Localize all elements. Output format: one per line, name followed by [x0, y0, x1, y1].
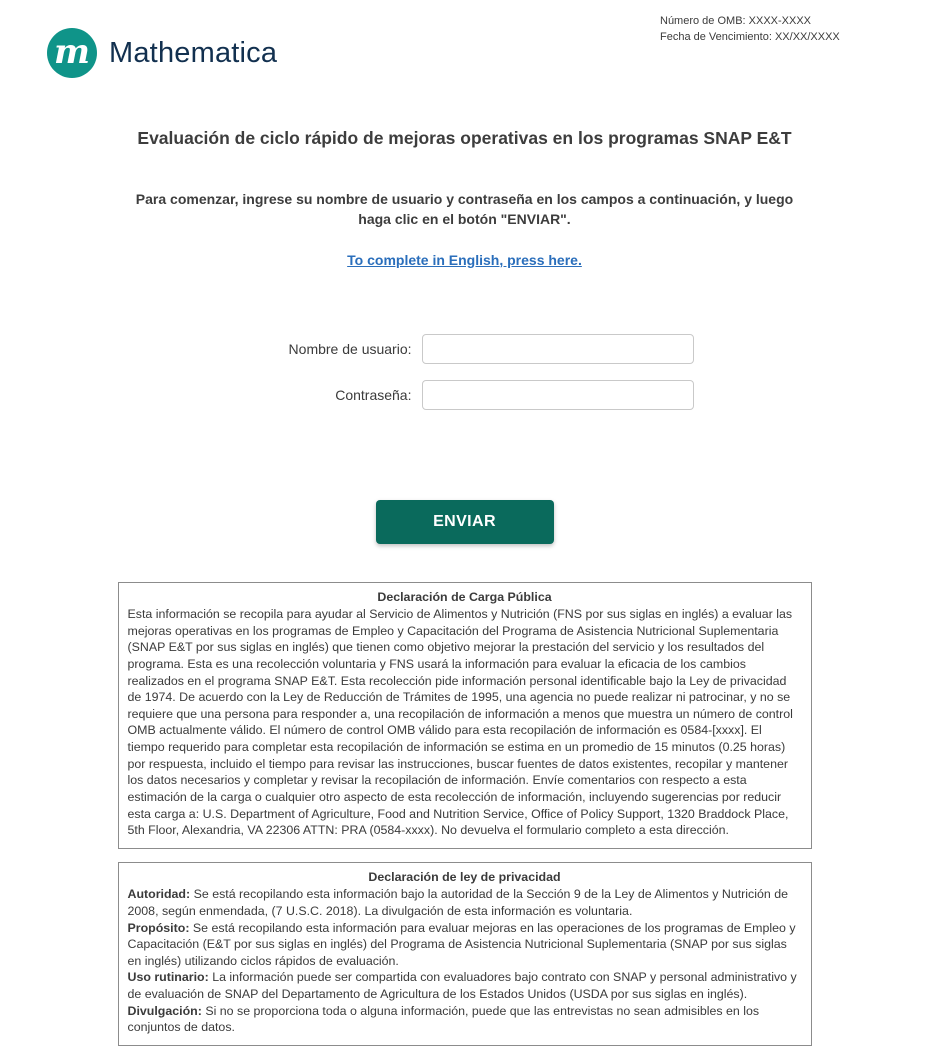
password-input[interactable]: [422, 380, 694, 410]
privacy-item-disclosure: [128, 1003, 802, 1036]
username-row: [18, 334, 929, 364]
privacy-item-routine-use: [128, 969, 802, 1002]
svg-text:m: m: [54, 32, 90, 72]
expiration-date: Fecha de Vencimiento: XX/XX/XXXX: [660, 30, 840, 43]
instructions-text: Para comenzar, ingrese su nombre de usuario y contraseña en los campos a continuación, y luego haga clic en el botón "ENVIAR".: [135, 191, 794, 228]
brand-wordmark: Mathematica: [109, 36, 278, 69]
privacy-item-label: Divulgación:: [127, 1003, 202, 1018]
password-label: Contraseña:: [335, 386, 412, 403]
username-label: Nombre de usuario:: [288, 340, 412, 357]
privacy-item-text: Se está recopilando esta información bajo la autoridad de la Sección 9 de la Ley de Alimentos y Nutrición de 2008, según enmendada, (7 U.S.C. 2018). La divulgación de esta información es voluntaria.: [127, 887, 789, 918]
privacy-box: [118, 862, 812, 1046]
english-link-row: [0, 252, 929, 270]
public-burden-box: [118, 582, 812, 849]
public-burden-body: Esta información se recopila para ayudar al Servicio de Alimentos y Nutrición (FNS por sus siglas en inglés) a evaluar las mejoras operativas en los programas de Empleo y Capacitación del Programa de Asistencia Nutricional Suplementaria (SNAP E&T por sus siglas en inglés) que tienen como objetivo mejorar la prestación del servicio y los resultados del programa. Esta es una recolección voluntaria y FNS usará la información para evaluar la eficacia de los cambios realizados en el programa SNAP E&T. Esta recolección pide información personal identificable bajo la Ley de privacidad de 1974. De acuerdo con la Ley de Reducción de Trámites de 1995, una agencia no puede realizar ni patrocinar, y no se requiere que una persona para responder a, una recopilación de información a menos que muestra un número de control OMB actualmente válido. El número de control OMB válido para esta recopilación de información es 0584-[xxxx]. El tiempo requerido para completar esta recopilación de información se estima en un promedio de 15 minutos (0.25 horas) por respuesta, incluido el tiempo para revisar las instrucciones, buscar fuentes de datos existentes, recopilar y mantener los datos necesarios y completar y revisar la recopilación de información. Envíe comentarios con respecto a esta estimación de la carga o cualquier otro aspecto de esta recolección de información, incluyendo sugerencias por reducir esta carga a: U.S. Department of Agriculture, Food and Nutrition Service, Office of Policy Support, 1320 Braddock Place, 5th Floor, Alexandria, VA 22306 ATTN: PRA (0584-xxxx). No devuelva el formulario completo a esta dirección.: [127, 607, 793, 838]
username-input[interactable]: [422, 334, 694, 364]
submit-button[interactable]: ENVIAR: [376, 500, 554, 544]
mathematica-logo-icon: [45, 26, 99, 80]
page-header: [0, 0, 929, 96]
privacy-item-text: La información puede ser compartida con evaluadores bajo contrato con SNAP y personal administrativo y de evaluación de SNAP del Departamento de Agricultura de los Estados Unidos (USDA por sus siglas en inglés).: [127, 970, 797, 1001]
privacy-item-label: Propósito:: [127, 920, 190, 935]
submit-row: [0, 500, 929, 544]
omb-number: Número de OMB: XXXX-XXXX: [660, 15, 811, 27]
english-link[interactable]: To complete in English, press here.: [347, 251, 582, 268]
privacy-item-label: Uso rutinario:: [127, 970, 209, 985]
privacy-item-text: Si no se proporciona toda o alguna información, puede que las entrevistas no sean admisibles en los conjuntos de datos.: [127, 1003, 760, 1035]
privacy-item-purpose: [128, 920, 802, 970]
privacy-item-text: Se está recopilando esta información para evaluar mejoras en las operaciones de los programas de Empleo y Capacitación (E&T por sus siglas en inglés) del Programa de Asistencia Nutricional Suplementaria (SNAP por sus siglas en inglés) utilizando ciclos rápidos de evaluación.: [127, 920, 796, 968]
privacy-item-label: Autoridad:: [127, 887, 191, 902]
privacy-title: Declaración de ley de privacidad: [368, 869, 561, 884]
password-row: [18, 380, 929, 410]
brand-block: [45, 26, 277, 80]
privacy-item-authority: [128, 886, 802, 919]
omb-block: [660, 14, 840, 46]
login-form: [18, 334, 929, 410]
public-burden-title: Declaración de Carga Pública: [377, 589, 552, 604]
page-title: Evaluación de ciclo rápido de mejoras operativas en los programas SNAP E&T: [137, 128, 792, 148]
